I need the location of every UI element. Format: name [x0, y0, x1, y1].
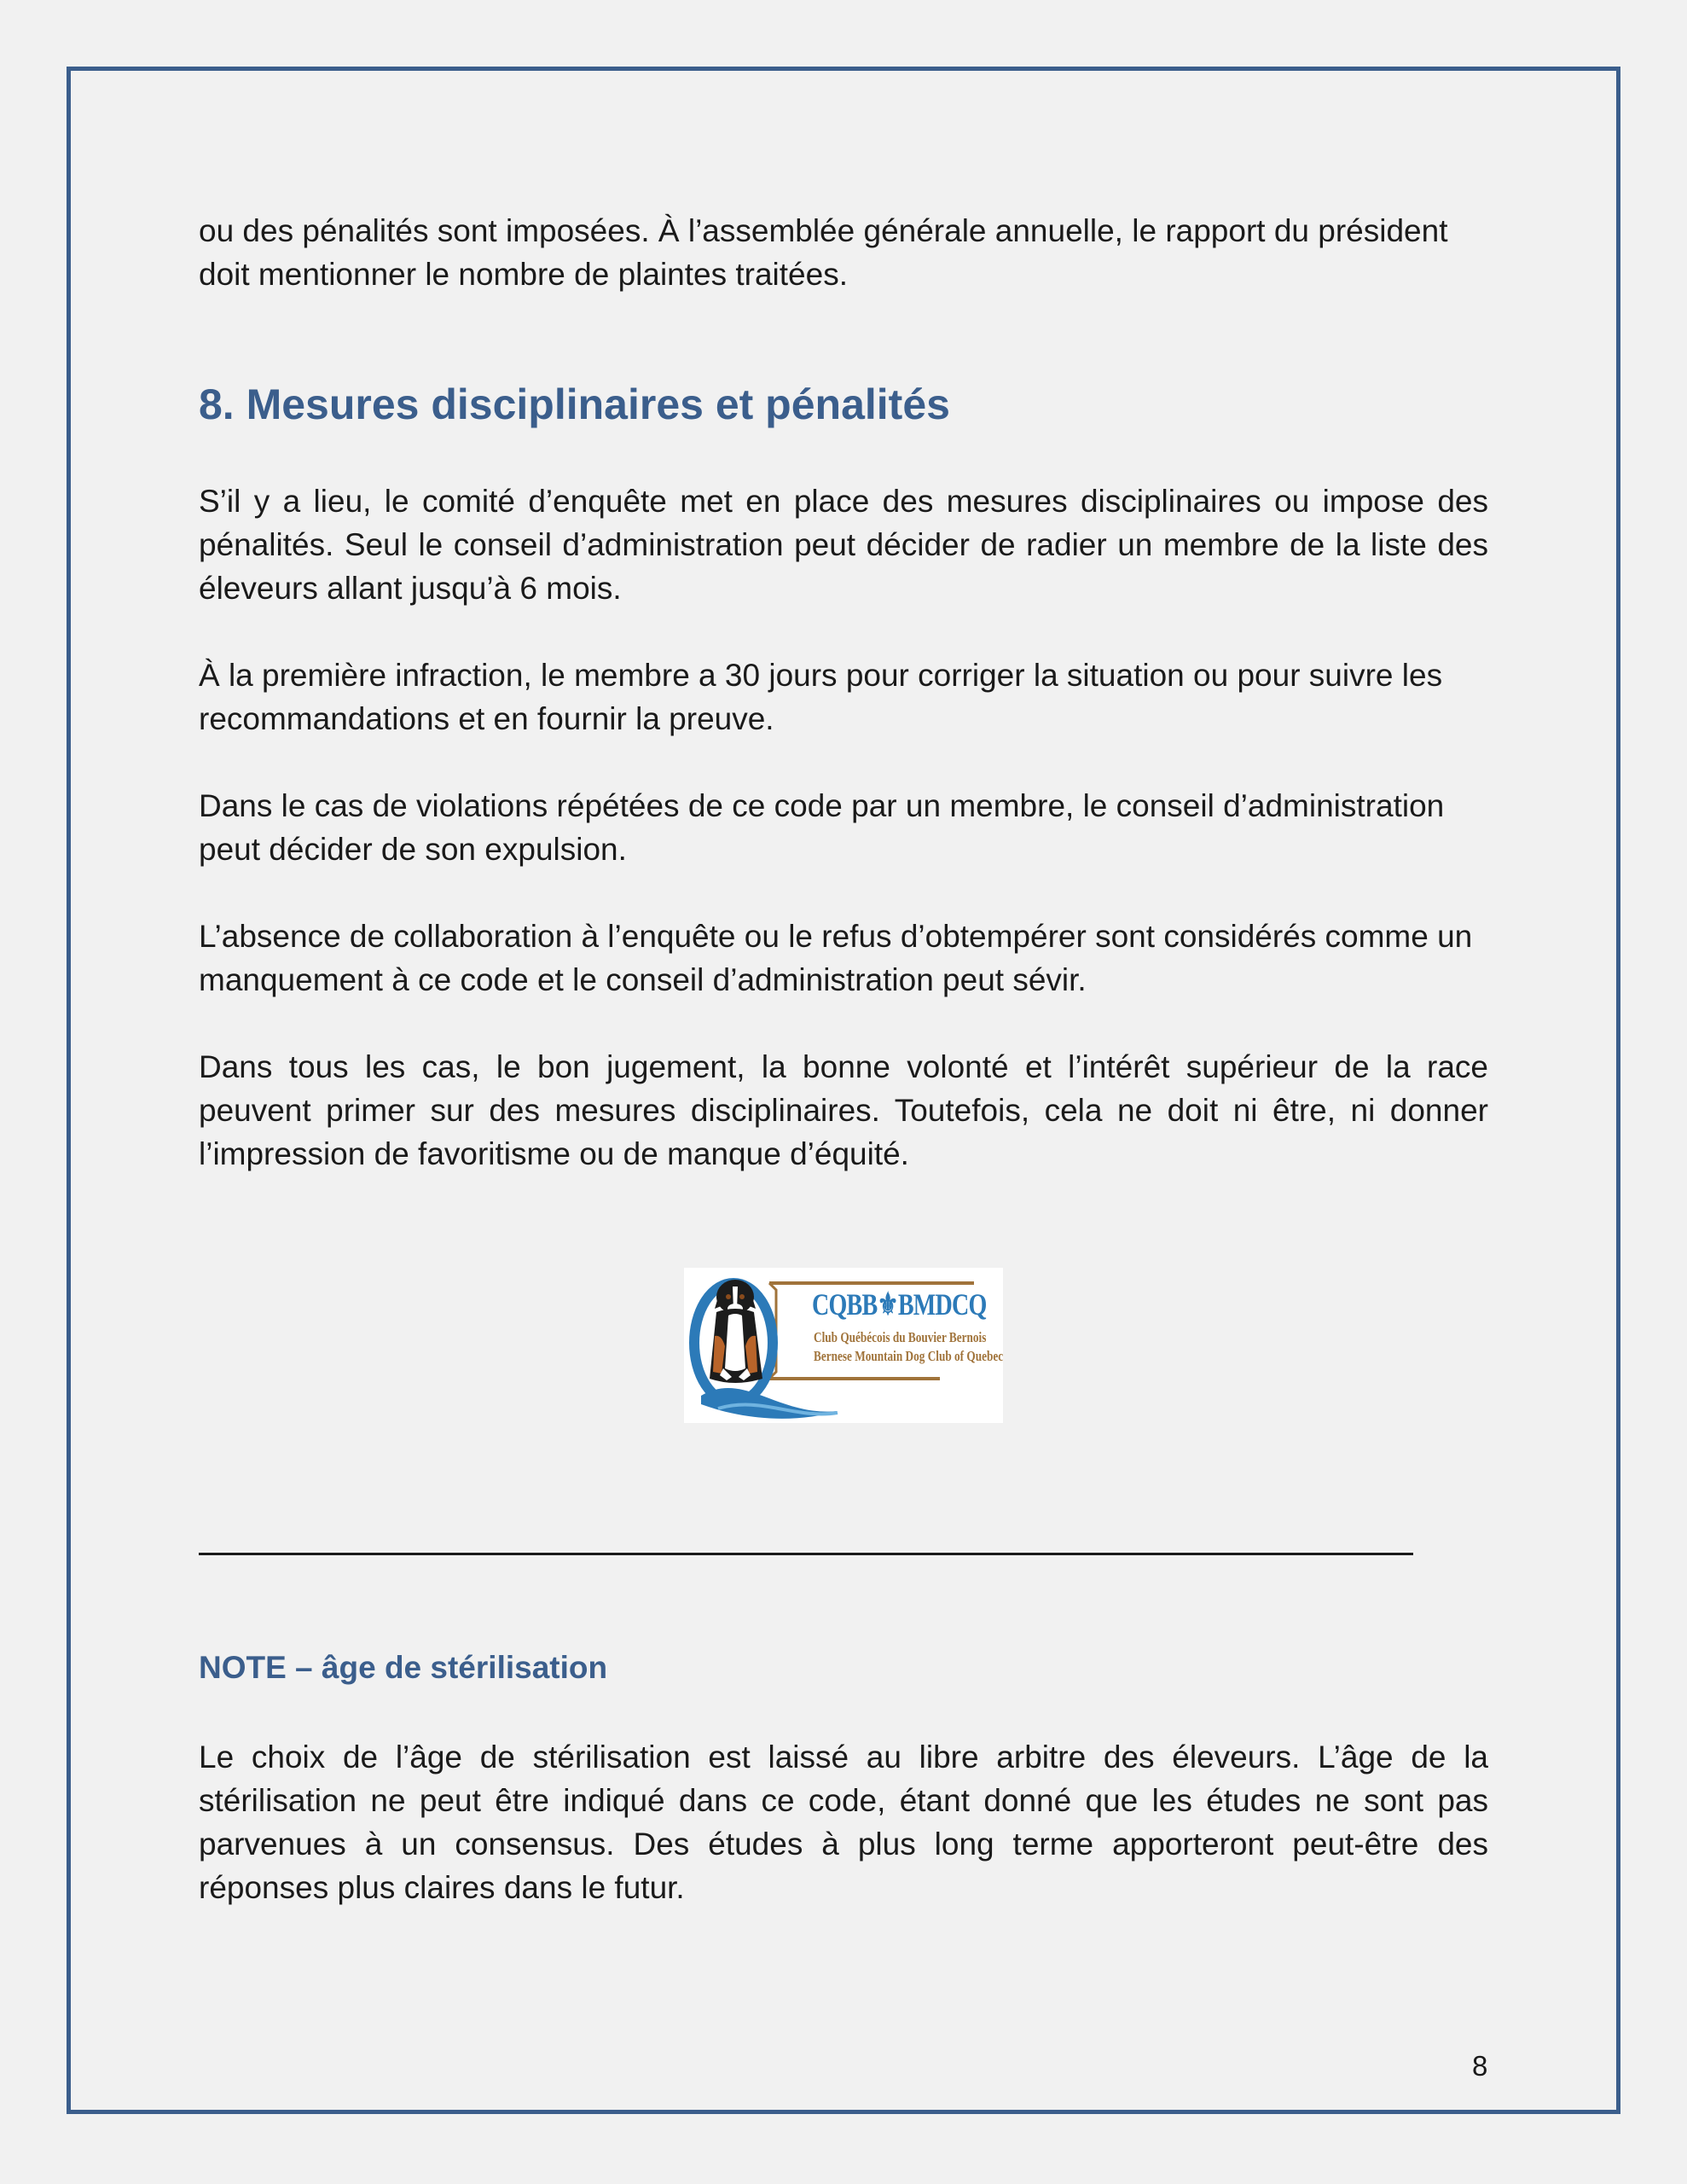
section-body	[199, 479, 1488, 1176]
club-logo	[684, 1268, 1003, 1423]
note-heading: NOTE – âge de stérilisation	[199, 1650, 608, 1685]
section-heading: 8. Mesures disciplinaires et pénalités	[199, 380, 950, 428]
note-paragraph: Le choix de l’âge de stérilisation est laissé au libre arbitre des éleveurs. L’âge de la stérilisation ne peut être indiqué dans ce code, étant donné que les études ne sont pas parvenues à un consensus. Des études à plus long terme apporteront peut-être des réponses plus claires dans le futur.	[199, 1740, 1488, 1905]
paragraph-radiation: S’il y a lieu, le comité d’enquête met en place des mesures disciplinaires ou impose des pénalités. Seul le conseil d’administration peut décider de radier un membre de la liste des éleveurs allant jusqu’à 6 mois.	[199, 484, 1488, 606]
logo-subtitle-english: Bernese Mountain Dog Club of Quebec	[814, 1348, 1004, 1364]
paragraph-non-collaboration: L’absence de collaboration à l’enquête ou le refus d’obtempérer sont considérés comme un manquement à ce code et le conseil d’administration peut sévir.	[199, 919, 1473, 997]
logo-subtitle-french: Club Québécois du Bouvier Bernois	[814, 1329, 987, 1345]
intro-paragraph: ou des pénalités sont imposées. À l’assemblée générale annuelle, le rapport du président doit mentionner le nombre de plaintes traitées.	[199, 213, 1448, 292]
horizontal-divider	[199, 1553, 1413, 1555]
paragraph-repeated-violations: Dans le cas de violations répétées de ce code par un membre, le conseil d’administration peut décider de son expulsion.	[199, 788, 1445, 867]
note-section	[199, 1647, 1488, 1909]
paragraph-first-offense: À la première infraction, le membre a 30 jours pour corriger la situation ou pour suivre les recommandations et en fournir la preuve.	[199, 658, 1443, 736]
logo-title: CQBB⚜BMDCQ	[812, 1287, 987, 1321]
page-content	[199, 209, 1488, 1176]
paragraph-good-judgment: Dans tous les cas, le bon jugement, la bonne volonté et l’intérêt supérieur de la race peuvent primer sur des mesures disciplinaires. Toutefois, cela ne doit ni être, ni donner l’impression de favoritisme ou de manque d’équité.	[199, 1049, 1488, 1171]
page-number: 8	[1472, 2050, 1488, 2082]
